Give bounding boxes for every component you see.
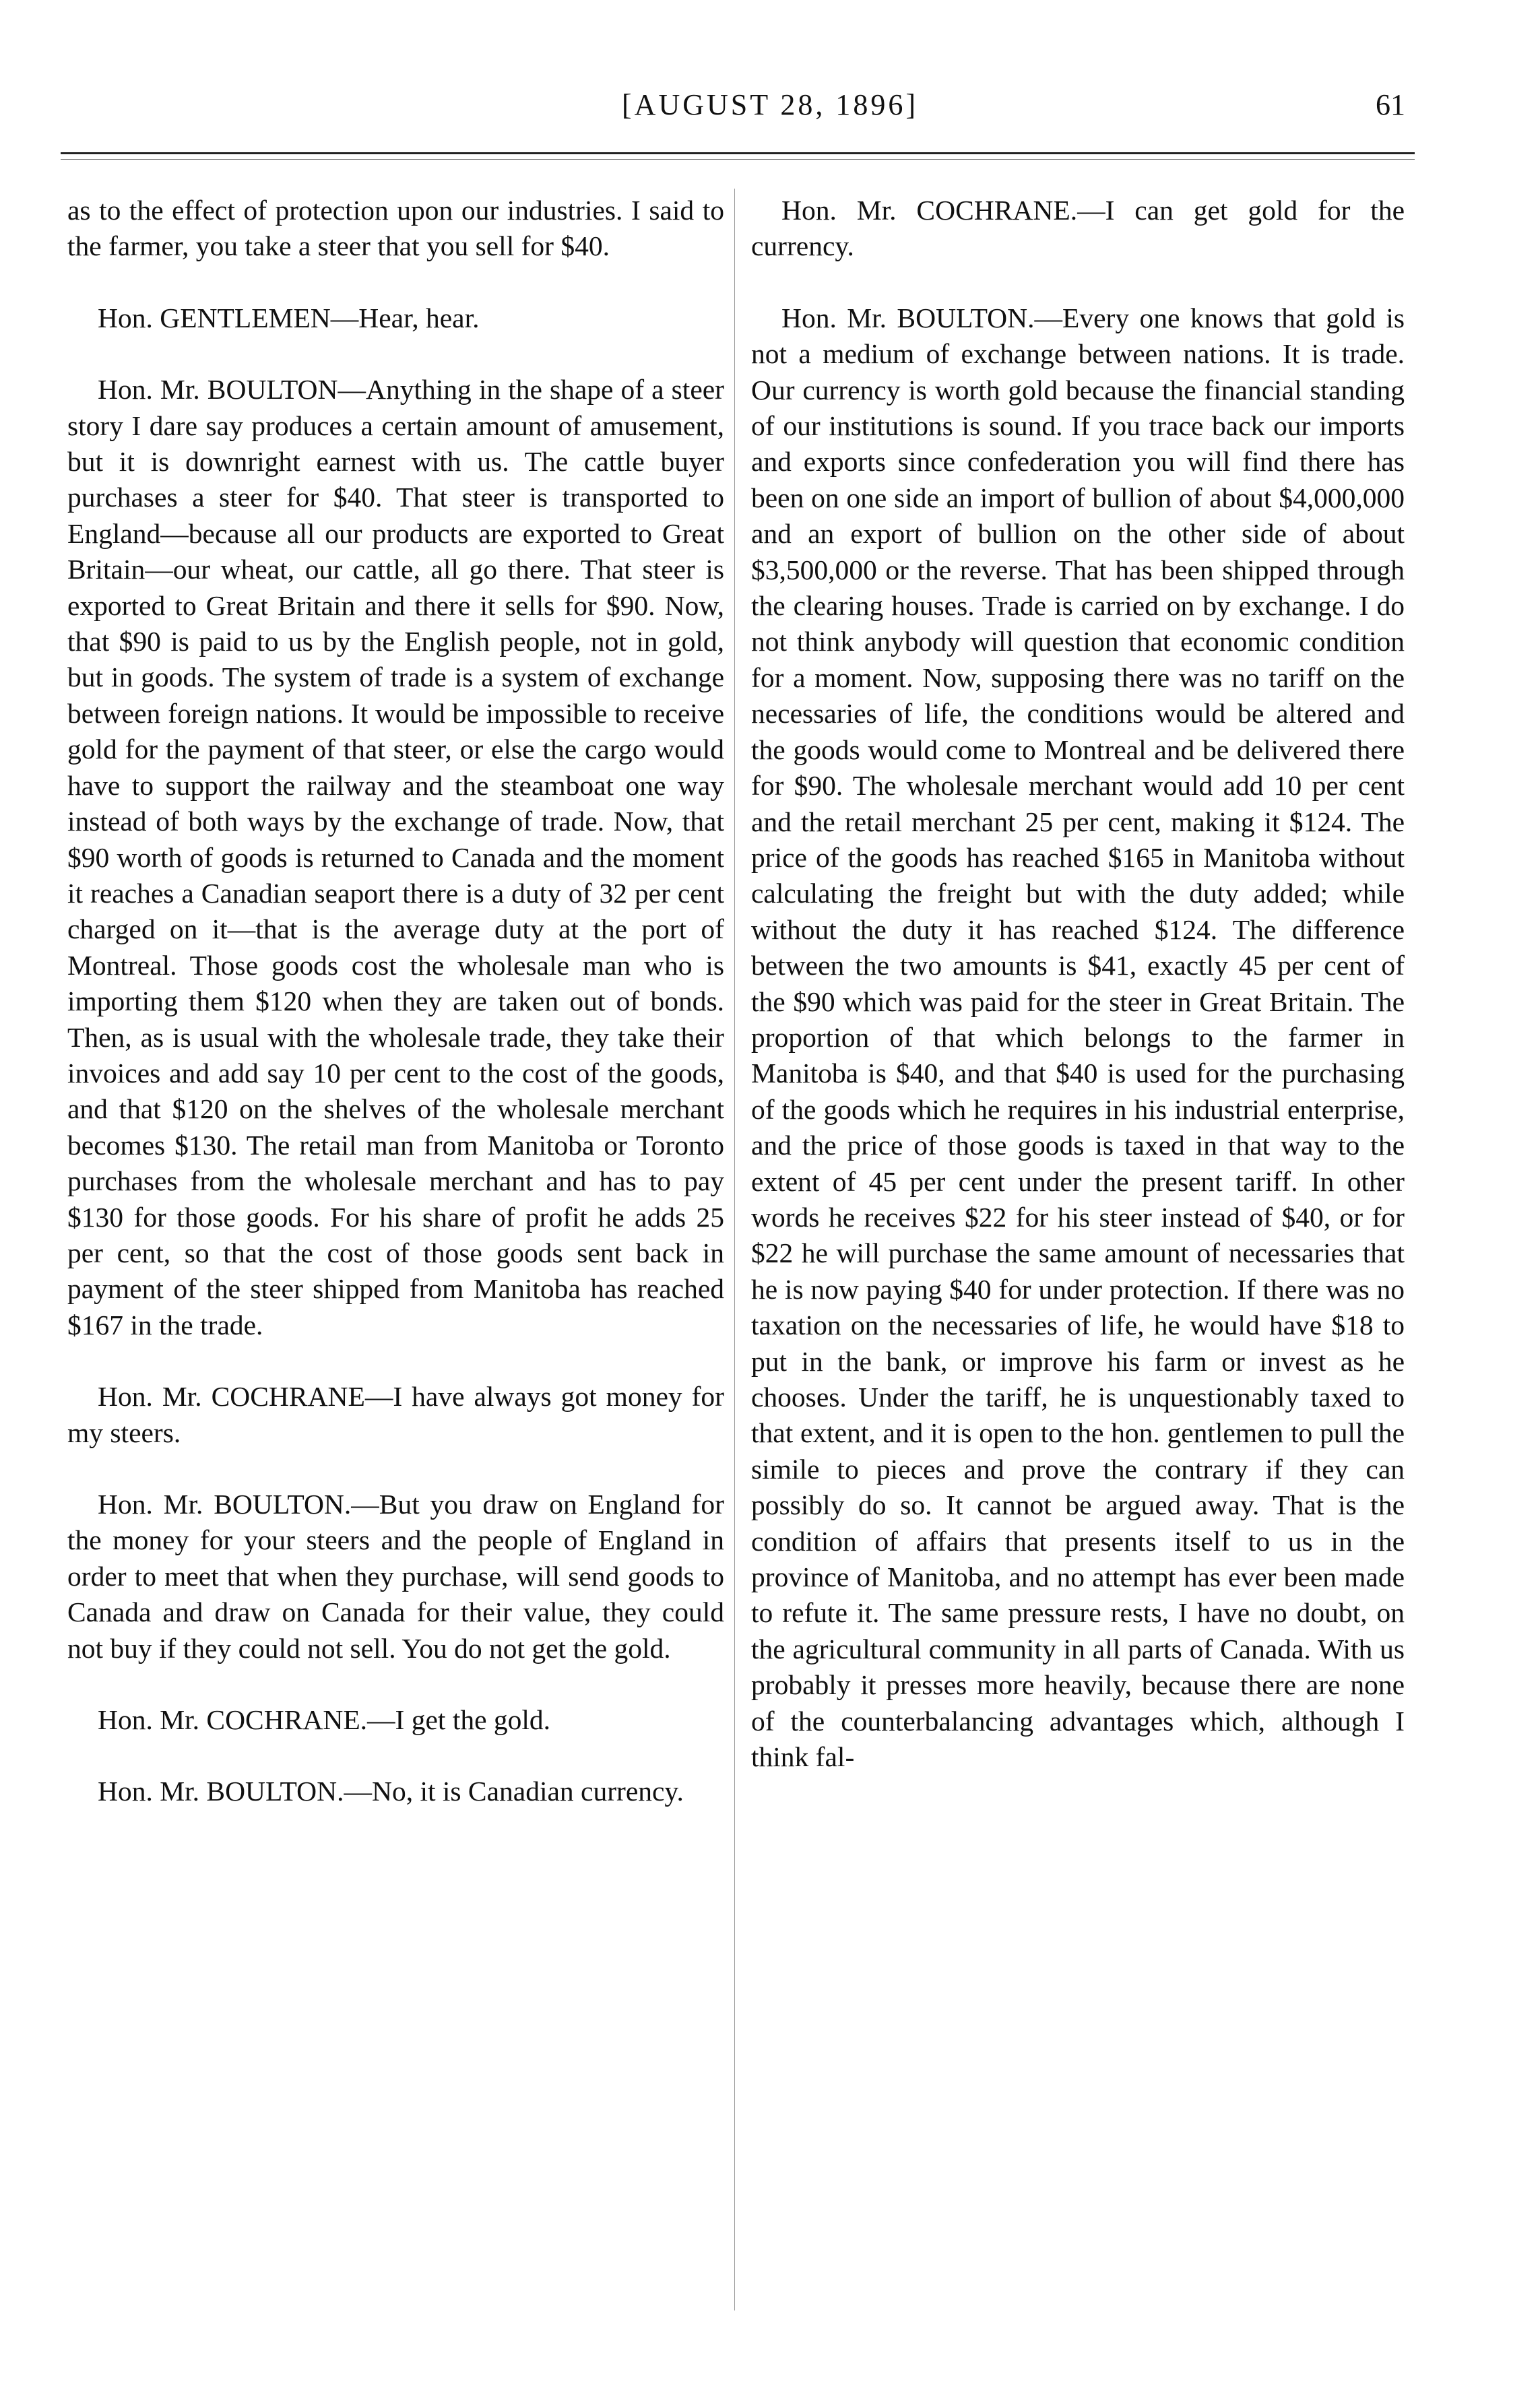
left-column [67, 193, 724, 1810]
page-number: 61 [1376, 88, 1405, 121]
paragraph: Hon. Mr. BOULTON.—But you draw on England for the money for your steers and the people of England in order to meet that when they purchase, will send goods to Canada and draw on Canada for their value, they could not buy if they could not sell. You do not get the gold. [67, 1489, 724, 1664]
column-divider [734, 189, 735, 2310]
page-header [0, 88, 1540, 135]
paragraph: Hon. GENTLEMEN—Hear, hear. [98, 302, 480, 333]
running-head: [AUGUST 28, 1896] [622, 88, 918, 121]
paragraph: Hon. Mr. BOULTON—Anything in the shape of a steer story I dare say produces a certain amount of amusement, but it is downright earnest with us. The cattle buyer purchases a steer for $40. That steer is transported to England—because all our products are exported to Great Britain—our wheat, our cattle, all go there. That steer is exported to Great Britain and there it sells for $90. Now, that $90 is paid to us by the English people, not in gold, but in goods. The system of trade is a system of exchange between foreign nations. It would be impossible to receive gold for the payment of that steer, or else the cargo would have to support the railway and the steamboat one way instead of both ways by the exchange of trade. Now, that $90 worth of goods is returned to Canada and the moment it reaches a Canadian seaport there is a duty of 32 per cent charged on it—that is the average duty at the port of Montreal. Those goods cost the wholesale man who is importing them $120 when they are taken out of bonds. Then, as is usual with the wholesale trade, they take their invoices and add say 10 per cent to the cost of the goods, and that $120 on the shelves of the wholesale merchant becomes $130. The retail man from Manitoba or Toronto purchases from the wholesale merchant and has to pay $130 for those goods. For his share of profit he adds 25 per cent, so that the cost of those goods sent back in payment of the steer shipped from Manitoba has reached $167 in the trade. [67, 374, 724, 1340]
paragraph: Hon. Mr. COCHRANE.—I get the gold. [98, 1704, 551, 1736]
paragraph: as to the effect of protection upon our industries. I said to the farmer, you take a steer that you sell for $40. [67, 195, 724, 262]
paragraph: Hon. Mr. BOULTON.—Every one knows that gold is not a medium of exchange between nations. It is trade. Our currency is worth gold because the financial standing of our institutions is sound. If you trace back our imports and exports since confederation you will find there has been on one side an import of bullion of about $4,000,000 and an export of bullion on the other side of about $3,500,000 or the reverse. That has been shipped through the clearing houses. Trade is carried on by exchange. I do not think anybody will question that economic condition for a moment. Now, supposing there was no tariff on the necessaries of life, the conditions would be altered and the goods would come to Montreal and be delivered there for $90. The wholesale merchant would add 10 per cent and the retail merchant 25 per cent, making it $124. The price of the goods has reached $165 in Manitoba without calculating the freight but with the duty added; while without the duty it has reached $124. The difference between the two amounts is $41, exactly 45 per cent of the $90 which was paid for the steer in Great Britain. The proportion of that which belongs to the farmer in Manitoba is $40, and that $40 is used for the purchasing of the goods which he requires in his industrial enterprise, and the price of those goods is taxed in that way to the extent of 45 per cent under the present tariff. In other words he receives $22 for his steer instead of $40, or for $22 he will purchase the same amount of necessaries that he is now paying $40 for under protection. If there was no taxation on the necessaries of life, he would have $18 to put in the bank, or improve his farm or invest as he chooses. Under the tariff, he is unquestionably taxed to that extent, and it is open to the hon. gentlemen to pull the simile to pieces and prove the contrary if they can possibly do so. It cannot be argued away. That is the condition of affairs that presents itself to us in the province of Manitoba, and no attempt has ever been made to refute it. The same pressure rests, I have no doubt, on the agricultural community in all parts of Canada. With us probably it presses more heavily, because there are none of the counterbalancing advantages which, although I think fal- [751, 302, 1405, 1773]
paragraph: Hon. Mr. COCHRANE.—I can get gold for the currency. [751, 195, 1405, 262]
header-rule [61, 152, 1415, 154]
header-rule-thin [61, 159, 1415, 160]
paragraph: Hon. Mr. COCHRANE—I have always got money for my steers. [67, 1381, 724, 1448]
paragraph: Hon. Mr. BOULTON.—No, it is Canadian currency. [98, 1776, 684, 1807]
right-column [751, 193, 1405, 1775]
